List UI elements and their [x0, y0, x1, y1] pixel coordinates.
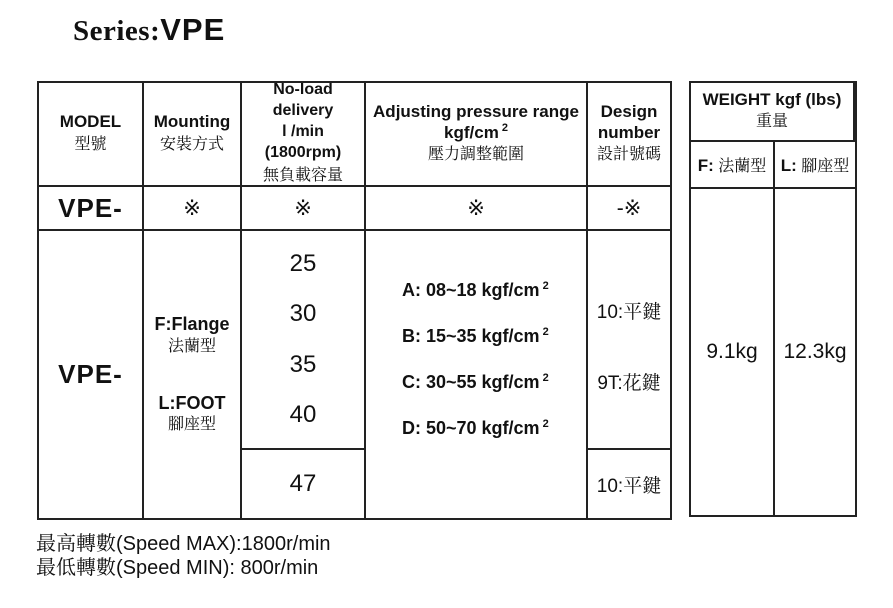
- design-option-key: 10:平鍵: [596, 301, 662, 323]
- mounting-foot-option: [159, 392, 226, 436]
- spec-table: [37, 81, 672, 520]
- weight-foot-value-cell: [775, 189, 855, 515]
- weight-foot-name: 腳座型: [796, 158, 850, 175]
- header-mounting-en: Mounting: [153, 112, 231, 132]
- header-design-line1: Design: [600, 101, 658, 121]
- header-pressure: [366, 83, 588, 187]
- pressure-options-cell: [366, 231, 588, 518]
- body-model: VPE-: [58, 359, 123, 389]
- delivery-value: 30: [289, 300, 317, 328]
- design-options-cell: [588, 231, 670, 450]
- header-model: [39, 83, 144, 187]
- speed-notes: [36, 532, 331, 580]
- header-pressure-line1: Adjusting pressure range: [373, 101, 579, 121]
- mounting-foot-en: L:FOOT: [158, 392, 226, 413]
- pressure-option-d-text: D: 50~70 kgf/cm: [402, 418, 540, 438]
- weight-foot-prefix: L:: [780, 156, 797, 175]
- weight-flange-name: 法蘭型: [713, 158, 767, 175]
- series-label: Series:: [73, 15, 161, 47]
- weight-header: [691, 83, 855, 142]
- delivery-value: 35: [289, 350, 317, 378]
- header-delivery: [242, 83, 366, 187]
- pressure-option-a-text: A: 08~18 kgf/cm: [402, 280, 540, 300]
- pressure-unit-sup: 2: [501, 122, 508, 135]
- body-model-cell: [39, 231, 144, 518]
- page-title: [73, 12, 225, 48]
- header-delivery-line1: No-load: [273, 83, 333, 99]
- delivery-extra-cell: [242, 450, 366, 518]
- design-extra-cell: [588, 450, 670, 518]
- design-option-key: 10:平鍵: [596, 475, 662, 497]
- header-delivery-zh: 無負載容量: [262, 166, 343, 184]
- delivery-value: 47: [289, 470, 317, 497]
- header-delivery-line2: delivery: [272, 102, 334, 120]
- series-model: VPE: [160, 12, 226, 47]
- header-pressure-zh: 壓力調整範圍: [427, 146, 524, 164]
- code-model-cell: [39, 187, 144, 231]
- delivery-value: 40: [289, 400, 317, 428]
- weight-foot-col-header: [775, 142, 855, 189]
- code-pressure-cell: [366, 187, 588, 231]
- weight-flange-value-cell: [691, 189, 775, 515]
- reference-mark: ※: [183, 196, 201, 220]
- weight-title-zh: 重量: [755, 112, 788, 130]
- speed-max-note: 最高轉數(Speed MAX):1800r/min: [36, 533, 331, 555]
- design-option-spline: 9T:花鍵: [597, 372, 661, 394]
- pressure-option-d: [402, 418, 549, 439]
- pressure-option-a: [402, 280, 549, 301]
- header-model-zh: 型號: [74, 135, 107, 153]
- weight-flange-prefix: F:: [697, 156, 714, 175]
- weight-flange-col-header: [691, 142, 775, 189]
- header-delivery-line4: (1800rpm): [264, 143, 342, 161]
- weight-flange-value: 9.1kg: [706, 340, 758, 363]
- header-mounting: [144, 83, 242, 187]
- code-mounting-cell: [144, 187, 242, 231]
- code-delivery-cell: [242, 187, 366, 231]
- reference-mark: ※: [467, 196, 485, 220]
- delivery-values-cell: [242, 231, 366, 450]
- reference-mark: -※: [616, 196, 642, 220]
- pressure-option-c-sup: 2: [542, 372, 549, 384]
- header-design-zh: 設計號碼: [596, 146, 661, 164]
- mounting-foot-zh: 腳座型: [167, 415, 216, 433]
- pressure-option-b: [402, 326, 549, 347]
- pressure-option-b-sup: 2: [542, 326, 549, 338]
- mounting-flange-option: [155, 313, 230, 357]
- pressure-option-d-sup: 2: [542, 418, 549, 430]
- header-mounting-zh: 安裝方式: [159, 135, 224, 153]
- weight-title-en: WEIGHT kgf (lbs): [702, 90, 842, 110]
- weight-table: [689, 81, 857, 517]
- code-model: VPE-: [58, 192, 123, 223]
- pressure-option-b-text: B: 15~35 kgf/cm: [402, 326, 540, 346]
- speed-min-note: 最低轉數(Speed MIN): 800r/min: [36, 557, 319, 579]
- pressure-option-c: [402, 372, 549, 393]
- header-delivery-line3: l /min: [282, 123, 324, 140]
- header-design: [588, 83, 670, 187]
- delivery-value: 25: [289, 250, 317, 278]
- header-design-line2: number: [597, 123, 661, 142]
- header-pressure-unit: [444, 122, 508, 143]
- body-mounting-cell: [144, 231, 242, 518]
- weight-foot-value: 12.3kg: [783, 340, 847, 363]
- pressure-option-c-text: C: 30~55 kgf/cm: [402, 372, 540, 392]
- code-design-cell: [588, 187, 670, 231]
- mounting-flange-zh: 法蘭型: [167, 337, 216, 355]
- reference-mark: ※: [294, 196, 312, 220]
- pressure-unit-text: kgf/cm: [444, 123, 499, 142]
- pressure-option-a-sup: 2: [542, 280, 549, 292]
- mounting-flange-en: F:Flange: [154, 314, 230, 335]
- header-model-en: MODEL: [59, 112, 122, 132]
